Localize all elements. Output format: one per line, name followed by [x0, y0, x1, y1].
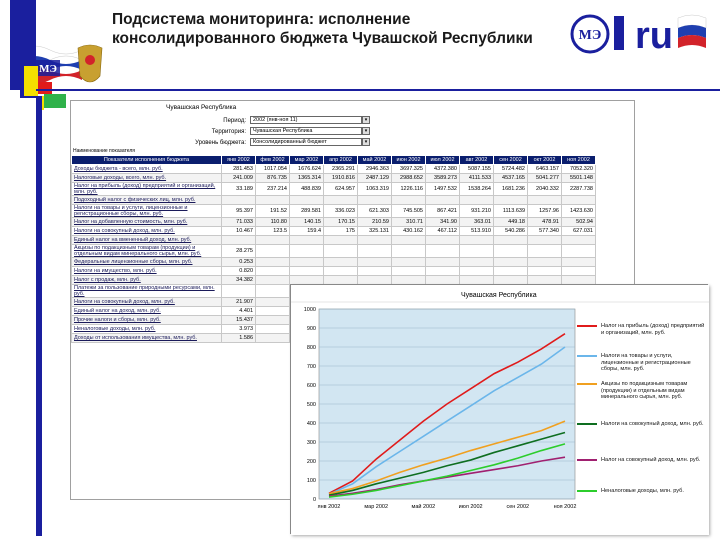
table-cell: 1017.054 — [256, 165, 290, 174]
row-indicator-link[interactable]: Прочие налоги и сборы, млн. руб. — [72, 316, 222, 325]
table-row — [72, 196, 596, 205]
column-header-indicator[interactable]: Показатели исполнения бюджета — [72, 156, 222, 165]
table-cell — [528, 245, 562, 258]
y-tick-label: 900 — [306, 326, 316, 332]
table-cell: 1423.630 — [562, 205, 596, 218]
y-tick-label: 1000 — [303, 307, 316, 313]
legend-swatch — [577, 490, 597, 492]
table-cell — [358, 245, 392, 258]
row-indicator-link[interactable]: Неналоговые доходы, млн. руб. — [72, 325, 222, 334]
column-header-month[interactable]: апр 2002 — [324, 156, 358, 165]
svg-text:МЭ: МЭ — [578, 28, 602, 43]
y-tick-label: 0 — [312, 497, 316, 503]
table-cell — [256, 285, 290, 298]
legend-label: Налог на совокупный доход, млн. руб. — [601, 457, 701, 463]
table-row — [72, 165, 596, 174]
param-territory-label: Территория: — [211, 128, 246, 135]
table-cell — [494, 258, 528, 267]
table-cell — [256, 276, 290, 285]
table-cell: 1063.319 — [358, 183, 392, 196]
budget-level-dropdown-icon[interactable]: ▾ — [362, 138, 370, 146]
table-cell: 336.023 — [324, 205, 358, 218]
x-tick-label: ноя 2002 — [553, 504, 577, 510]
legend-swatch — [577, 459, 597, 461]
table-cell: 237.214 — [256, 183, 290, 196]
param-budget-level-label: Уровень бюджета: — [195, 139, 246, 146]
table-cell: 159.4 — [290, 227, 324, 236]
table-cell: 621.303 — [358, 205, 392, 218]
row-indicator-link[interactable]: Налоги на товары и услуги, лицензионные и регистрационные сборы, млн. руб. — [72, 205, 222, 218]
period-select[interactable]: 2002 (янв-ноя 11) — [250, 116, 362, 124]
row-indicator-link[interactable]: Налог на добавленную стоимость, млн. руб. — [72, 218, 222, 227]
table-cell: 513.910 — [460, 227, 494, 236]
legend-item — [601, 488, 705, 495]
table-cell — [358, 196, 392, 205]
row-indicator-link[interactable]: Федеральные лицензионные сборы, млн. руб. — [72, 258, 222, 267]
table-cell: 175 — [324, 227, 358, 236]
table-cell: 1365.314 — [290, 174, 324, 183]
table-cell: 1681.236 — [494, 183, 528, 196]
table-cell: 5087.155 — [460, 165, 494, 174]
table-cell: 430.162 — [392, 227, 426, 236]
table-cell: 33.189 — [222, 183, 256, 196]
row-indicator-link[interactable]: Подоходный налог с физических лиц, млн. руб. — [72, 196, 222, 205]
row-indicator-link[interactable]: Доходы бюджета - всего, млн. руб. — [72, 165, 222, 174]
table-cell: 2988.652 — [392, 174, 426, 183]
indicators-label: Наименование показателя — [73, 148, 135, 154]
table-row — [72, 205, 596, 218]
territory-select[interactable]: Чувашская Республика — [250, 127, 362, 135]
table-cell — [426, 196, 460, 205]
legend-item — [601, 381, 705, 401]
table-cell: 1910.816 — [324, 174, 358, 183]
table-cell — [256, 236, 290, 245]
table-cell — [494, 196, 528, 205]
param-period — [191, 116, 370, 124]
table-cell: 1257.96 — [528, 205, 562, 218]
table-cell: 624.957 — [324, 183, 358, 196]
table-cell — [426, 245, 460, 258]
table-cell: 488.839 — [290, 183, 324, 196]
row-indicator-link[interactable]: Платежи за пользование природными ресурсами, млн. руб. — [72, 285, 222, 298]
table-cell — [392, 236, 426, 245]
y-tick-label: 800 — [306, 345, 316, 351]
table-cell: 0.253 — [222, 258, 256, 267]
table-cell: 3697.325 — [392, 165, 426, 174]
table-cell: 241.009 — [222, 174, 256, 183]
table-cell — [562, 245, 596, 258]
row-indicator-link[interactable]: Доходы от использования имущества, млн. руб. — [72, 334, 222, 343]
column-header-month[interactable]: окт 2002 — [528, 156, 562, 165]
legend-item — [601, 323, 705, 336]
table-cell: 627.031 — [562, 227, 596, 236]
table-cell — [358, 267, 392, 276]
row-indicator-link[interactable]: Единый налог на доход, млн. руб. — [72, 307, 222, 316]
table-cell: 15.437 — [222, 316, 256, 325]
table-cell: 467.112 — [426, 227, 460, 236]
table-cell: 876.735 — [256, 174, 290, 183]
table-cell — [290, 236, 324, 245]
table-cell: 1538.264 — [460, 183, 494, 196]
table-cell — [392, 245, 426, 258]
table-cell — [256, 334, 290, 343]
table-cell: 341.90 — [426, 218, 460, 227]
table-cell: 325.131 — [358, 227, 392, 236]
table-cell — [256, 267, 290, 276]
table-cell — [358, 258, 392, 267]
ministry-ru-logo — [570, 8, 710, 60]
table-cell: 3.973 — [222, 325, 256, 334]
row-indicator-link[interactable]: Налоги на совокупный доход, млн. руб. — [72, 298, 222, 307]
territory-dropdown-icon[interactable]: ▾ — [362, 127, 370, 135]
table-cell: 745.505 — [392, 205, 426, 218]
table-cell: 5041.277 — [528, 174, 562, 183]
table-cell — [290, 267, 324, 276]
table-cell — [494, 236, 528, 245]
legend-item — [601, 457, 705, 464]
row-indicator-link[interactable]: Налоговые доходы, всего, млн. руб. — [72, 174, 222, 183]
table-cell — [528, 196, 562, 205]
table-cell: 2040.332 — [528, 183, 562, 196]
ru-logo-text: ru — [635, 15, 673, 57]
table-cell: 3589.273 — [426, 174, 460, 183]
legend-label: Налог на прибыль (доход) предприятий и организаций, млн. руб. — [601, 323, 705, 336]
table-cell: 281.453 — [222, 165, 256, 174]
table-cell — [222, 285, 256, 298]
legend-label: Налоги на совокупный доход, млн. руб. — [601, 421, 704, 427]
table-cell: 449.18 — [494, 218, 528, 227]
table-row — [72, 245, 596, 258]
row-indicator-link[interactable]: Акцизы по подакцизным товарам (продукции) и отдельным видам минерального сырья, млн. руб. — [72, 245, 222, 258]
y-tick-label: 200 — [306, 459, 316, 465]
row-indicator-link[interactable]: Налог на прибыль (доход) предприятий и организаций, млн. руб. — [72, 183, 222, 196]
svg-text:МЭ: МЭ — [39, 63, 57, 75]
budget-level-select[interactable]: Консолидированный бюджет — [250, 138, 362, 146]
table-cell — [290, 258, 324, 267]
column-header-month[interactable]: май 2002 — [358, 156, 392, 165]
row-indicator-link[interactable]: Налоги на совокупный доход, млн. руб. — [72, 227, 222, 236]
table-cell: 4111.533 — [460, 174, 494, 183]
page-title-line1: Подсистема мониторинга: исполнение — [112, 11, 411, 28]
table-cell — [290, 245, 324, 258]
table-cell: 2487.129 — [358, 174, 392, 183]
y-tick-label: 300 — [306, 440, 316, 446]
table-row — [72, 183, 596, 196]
table-row — [72, 267, 596, 276]
table-cell: 2365.291 — [324, 165, 358, 174]
table-cell — [562, 267, 596, 276]
table-cell: 502.94 — [562, 218, 596, 227]
table-cell: 2287.738 — [562, 183, 596, 196]
table-cell — [256, 307, 290, 316]
column-header-month[interactable]: сен 2002 — [494, 156, 528, 165]
legend-swatch — [577, 325, 597, 327]
table-cell — [494, 267, 528, 276]
table-cell — [358, 236, 392, 245]
table-cell — [562, 258, 596, 267]
table-cell: 140.15 — [290, 218, 324, 227]
row-indicator-link[interactable]: Единый налог на вмененный доход, млн. руб. — [72, 236, 222, 245]
column-header-month[interactable]: июн 2002 — [392, 156, 426, 165]
table-cell — [562, 196, 596, 205]
column-header-month[interactable]: июл 2002 — [426, 156, 460, 165]
table-cell: 931.210 — [460, 205, 494, 218]
table-cell — [222, 236, 256, 245]
table-cell: 540.286 — [494, 227, 528, 236]
legend-item — [601, 353, 705, 373]
table-cell — [460, 258, 494, 267]
table-cell — [460, 245, 494, 258]
table-cell: 1497.532 — [426, 183, 460, 196]
period-dropdown-icon[interactable]: ▾ — [362, 116, 370, 124]
y-tick-label: 400 — [306, 421, 316, 427]
table-cell: 0.820 — [222, 267, 256, 276]
table-cell — [256, 196, 290, 205]
table-cell: 21.907 — [222, 298, 256, 307]
table-cell — [528, 267, 562, 276]
table-header-row — [72, 156, 596, 165]
table-cell: 478.91 — [528, 218, 562, 227]
table-cell — [426, 236, 460, 245]
table-cell: 123.5 — [256, 227, 290, 236]
table-cell — [256, 258, 290, 267]
table-cell — [290, 196, 324, 205]
table-cell — [392, 196, 426, 205]
legend-label: Неналоговые доходы, млн. руб. — [601, 488, 684, 494]
table-cell: 10.467 — [222, 227, 256, 236]
table-cell — [494, 245, 528, 258]
y-tick-label: 100 — [306, 478, 316, 484]
x-tick-label: июл 2002 — [458, 504, 483, 510]
legend-swatch — [577, 355, 597, 357]
table-cell: 363.01 — [460, 218, 494, 227]
legend-swatch — [577, 383, 597, 385]
table-cell: 1113.639 — [494, 205, 528, 218]
x-tick-label: мар 2002 — [364, 504, 389, 510]
table-cell — [528, 236, 562, 245]
table-cell: 5724.482 — [494, 165, 528, 174]
table-row — [72, 227, 596, 236]
table-cell: 28.275 — [222, 245, 256, 258]
table-cell: 95.397 — [222, 205, 256, 218]
table-cell: 5501.148 — [562, 174, 596, 183]
table-cell: 71.033 — [222, 218, 256, 227]
chart-title: Чувашская Республика — [461, 292, 537, 299]
table-cell: 1226.116 — [392, 183, 426, 196]
table-cell: 4537.165 — [494, 174, 528, 183]
header-rule — [36, 89, 720, 91]
legend-label: Акцизы по подакцизным товарам (продукции) и отдельным видам минерального сырья, млн. руб. — [601, 381, 688, 400]
table-cell: 1.586 — [222, 334, 256, 343]
table-row — [72, 218, 596, 227]
table-cell — [256, 316, 290, 325]
legend-item — [601, 421, 705, 428]
report-title: Чувашская Республика — [166, 104, 237, 111]
y-tick-label: 600 — [306, 383, 316, 389]
table-cell: 2946.363 — [358, 165, 392, 174]
param-territory — [191, 127, 370, 135]
table-cell — [256, 298, 290, 307]
row-indicator-link[interactable]: Налог с продаж, млн. руб. — [72, 276, 222, 285]
table-cell: 1676.624 — [290, 165, 324, 174]
table-cell — [324, 245, 358, 258]
table-cell — [324, 267, 358, 276]
table-cell: 7052.320 — [562, 165, 596, 174]
chart-panel — [290, 284, 708, 534]
column-header-month[interactable]: авг 2002 — [460, 156, 494, 165]
table-cell — [392, 258, 426, 267]
table-cell: 110.80 — [256, 218, 290, 227]
column-header-month[interactable]: фев 2002 — [256, 156, 290, 165]
column-header-month[interactable]: ноя 2002 — [562, 156, 596, 165]
table-cell: 210.59 — [358, 218, 392, 227]
table-cell: 170.15 — [324, 218, 358, 227]
page-title-line2: консолидированного бюджета Чувашской Республики — [112, 30, 533, 47]
table-cell — [426, 258, 460, 267]
left-rule — [36, 96, 42, 536]
table-cell: 867.421 — [426, 205, 460, 218]
table-cell: 34.382 — [222, 276, 256, 285]
table-cell — [324, 196, 358, 205]
deco-block-red — [38, 82, 52, 94]
column-header-month[interactable]: янв 2002 — [222, 156, 256, 165]
table-cell: 310.71 — [392, 218, 426, 227]
table-cell: 6463.157 — [528, 165, 562, 174]
table-cell — [460, 267, 494, 276]
row-indicator-link[interactable]: Налоги на имущество, млн. руб. — [72, 267, 222, 276]
param-budget-level — [191, 138, 370, 146]
x-tick-label: сен 2002 — [506, 504, 530, 510]
table-cell — [460, 196, 494, 205]
table-row — [72, 174, 596, 183]
table-row — [72, 236, 596, 245]
column-header-month[interactable]: мар 2002 — [290, 156, 324, 165]
y-tick-label: 700 — [306, 364, 316, 370]
table-cell — [256, 245, 290, 258]
table-cell: 191.52 — [256, 205, 290, 218]
table-cell — [324, 236, 358, 245]
legend-label: Налоги на товары и услуги, лицензионные и регистрационные сборы, млн. руб. — [601, 353, 691, 372]
table-cell — [222, 196, 256, 205]
table-row — [72, 258, 596, 267]
page-title — [112, 10, 572, 48]
legend-swatch — [577, 423, 597, 425]
table-cell: 289.581 — [290, 205, 324, 218]
eagle-crest-icon — [78, 45, 102, 82]
table-cell: 4.401 — [222, 307, 256, 316]
table-cell — [392, 267, 426, 276]
table-cell — [324, 258, 358, 267]
table-cell — [256, 325, 290, 334]
table-cell — [460, 236, 494, 245]
x-tick-label: май 2002 — [411, 504, 436, 510]
table-cell: 4372.380 — [426, 165, 460, 174]
table-cell: 577.340 — [528, 227, 562, 236]
deco-block-green — [44, 94, 66, 108]
table-cell — [528, 258, 562, 267]
table-cell — [426, 267, 460, 276]
table-cell — [562, 236, 596, 245]
param-period-label: Период: — [223, 117, 246, 124]
x-tick-label: янв 2002 — [317, 504, 341, 510]
deco-block-yellow — [24, 66, 38, 96]
y-tick-label: 500 — [306, 402, 316, 408]
